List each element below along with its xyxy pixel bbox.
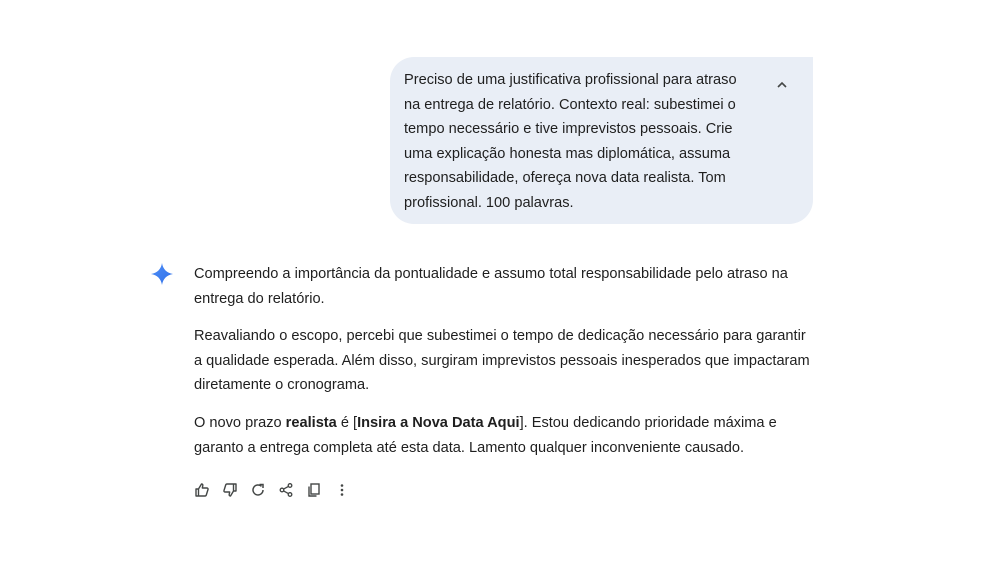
user-message-text: Preciso de uma justificativa profissional para atraso na entrega de relatório. Contexto real: subestimei o tempo necessário e tive imprevistos pessoais. Crie uma explicação honesta mas diplomática, assuma responsabilidade, ofereça nova data realista. Tom profissional. 100 palavras. — [404, 72, 737, 211]
thumbs-up-button[interactable] — [192, 480, 212, 500]
response-paragraph: Compreendo a importância da pontualidade e assumo total responsabilidade pelo atraso na entrega do relatório. — [194, 266, 788, 307]
assistant-response — [194, 262, 814, 473]
thumbs-down-button[interactable] — [220, 480, 240, 500]
thumbs-up-icon — [194, 482, 210, 498]
text-span: é [ — [336, 414, 358, 431]
collapse-button[interactable] — [772, 75, 792, 95]
more-options-button[interactable] — [332, 480, 352, 500]
text-span: O novo prazo — [194, 414, 286, 431]
share-button[interactable] — [276, 480, 296, 500]
response-actions — [192, 480, 360, 500]
user-message-bubble — [390, 57, 813, 224]
response-paragraph — [194, 411, 814, 460]
more-vert-icon — [334, 482, 350, 498]
text-span: ]. Estou dedicando prioridade máxima e garanto a entrega completa até esta data. Lamento qualquer inconveniente causado. — [194, 414, 777, 456]
copy-icon — [306, 482, 322, 498]
response-paragraph: Reavaliando o escopo, percebi que subestimei o tempo de dedicação necessário para garantir a qualidade esperada. Além disso, surgiram imprevistos pessoais inesperados que impactaram diretamente o cronograma. — [194, 328, 810, 394]
chevron-up-icon — [776, 81, 788, 89]
refresh-icon — [250, 482, 266, 498]
copy-button[interactable] — [304, 480, 324, 500]
gemini-spark-icon — [151, 263, 173, 285]
regenerate-button[interactable] — [248, 480, 268, 500]
bold-text: realista — [285, 414, 337, 431]
bold-text: Insira a Nova Data Aqui — [357, 414, 520, 431]
share-icon — [278, 482, 294, 498]
thumbs-down-icon — [222, 482, 238, 498]
